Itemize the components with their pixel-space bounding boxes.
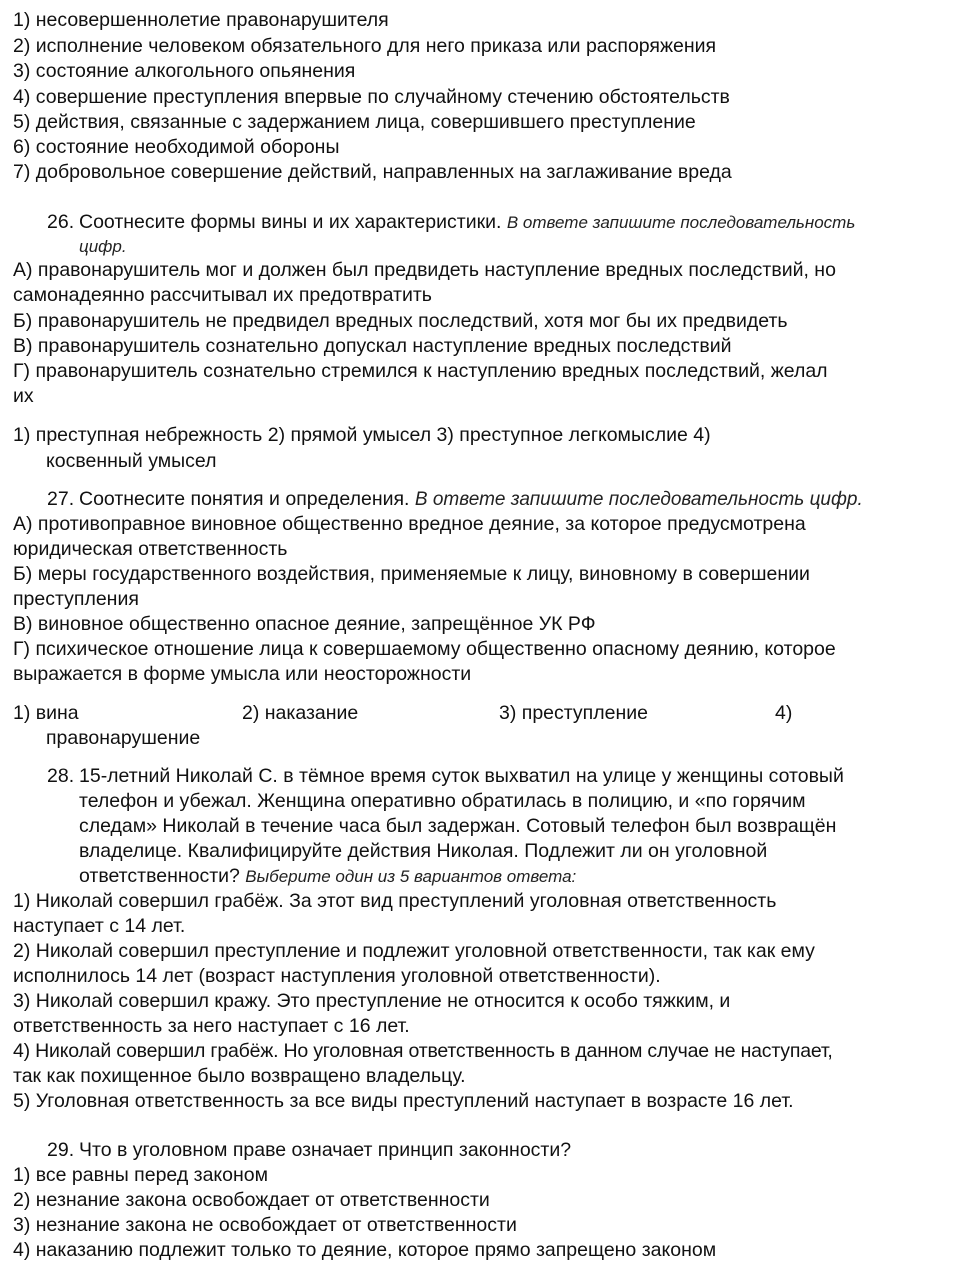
question-instruction: цифр. [79,237,127,256]
match-item: юридическая ответственность [13,538,288,560]
question-text: телефон и убежал. Женщина оперативно обратилась в полицию, и «по горячим [79,790,806,812]
question-text: Соотнесите понятия и определения. [79,488,410,510]
list-item: 3) состояние алкогольного опьянения [13,60,356,82]
answer-option: 2) Николай совершил преступление и подлежит уголовной ответственности, так как ему [13,940,815,962]
question-text: владелице. Квалифицируйте действия Николая. Подлежит ли он уголовной [79,840,768,862]
answer-option: 2) наказание [242,702,359,724]
answer-option: 4) наказанию подлежит только то деяние, которое прямо запрещено законом [13,1239,717,1261]
question-text: 15-летний Николай С. в тёмное время суток выхватил на улице у женщины сотовый [79,765,844,787]
list-item: 6) состояние необходимой обороны [13,136,340,158]
question-number: 26. [47,211,75,233]
match-item: преступления [13,588,139,610]
list-item: 1) несовершеннолетие правонарушителя [13,9,389,31]
question-number: 28. [47,765,75,787]
question-text: Соотнесите формы вины и их характеристики. [79,211,502,233]
match-item: В) правонарушитель сознательно допускал наступление вредных последствий [13,335,732,357]
list-item: 2) исполнение человеком обязательного для него приказа или распоряжения [13,35,717,57]
answer-option: наступает с 14 лет. [13,915,186,937]
list-item: 7) добровольное совершение действий, направленных на заглаживание вреда [13,161,732,183]
match-item: В) виновное общественно опасное деяние, запрещённое УК РФ [13,613,596,635]
answer-option: так как похищенное было возвращено владельцу. [13,1065,466,1087]
match-item: выражается в форме умысла или неосторожности [13,663,472,685]
question-27-heading [47,487,960,512]
question-instruction: Выберите один из 5 вариантов ответа: [245,867,577,886]
question-text: Что в уголовном праве означает принцип законности? [79,1139,572,1161]
list-item: 5) действия, связанные с задержанием лица, совершившего преступление [13,111,696,133]
match-item: А) противоправное виновное общественно вредное деяние, за которое предусмотрена [13,513,806,535]
answer-option: 1) вина [13,702,79,724]
question-29-heading [47,1138,960,1163]
question-text: следам» Николай в течение часа был задержан. Сотовый телефон был возвращён [79,815,837,837]
answer-options: косвенный умысел [46,450,217,472]
match-item: Г) психическое отношение лица к совершаемому общественно опасному деянию, которое [13,638,836,660]
question-instruction: В ответе запишите последовательность [506,213,856,232]
question-number: 29. [47,1139,75,1161]
match-item: Б) правонарушитель не предвидел вредных последствий, хотя мог бы их предвидеть [13,310,788,332]
answer-option: 1) Николай совершил грабёж. За этот вид преступлений уголовная ответственность [13,890,777,912]
answer-option: 3) Николай совершил кражу. Это преступление не относится к особо тяжким, и [13,990,731,1012]
question-instruction: В ответе запишите последовательность цифр. [414,489,863,510]
answer-option: 3) преступление [499,702,648,724]
answer-option: исполнилось 14 лет (возраст наступления уголовной ответственности). [13,965,661,987]
answer-option: 1) все равны перед законом [13,1164,269,1186]
answer-option: 4) [775,702,793,724]
match-item: Г) правонарушитель сознательно стремился к наступлению вредных последствий, желал [13,360,828,382]
answer-option: 3) незнание закона не освобождает от ответственности [13,1214,517,1236]
question-26-heading [47,210,960,235]
answer-option: правонарушение [46,727,201,749]
answer-option: 4) Николай совершил грабёж. Но уголовная ответственность в данном случае не наступает, [13,1040,833,1062]
answer-option: ответственность за него наступает с 16 лет. [13,1015,410,1037]
match-item: А) правонарушитель мог и должен был предвидеть наступление вредных последствий, но [13,259,836,281]
list-item: 4) совершение преступления впервые по случайному стечению обстоятельств [13,86,730,108]
answer-option: 2) незнание закона освобождает от ответственности [13,1189,490,1211]
question-text: ответственности? [79,865,240,887]
question-28-heading [47,764,960,789]
match-item: Б) меры государственного воздействия, применяемые к лицу, виновному в совершении [13,563,810,585]
match-item: самонадеянно рассчитывал их предотвратить [13,284,432,306]
match-item: их [13,385,34,407]
question-number: 27. [47,488,75,510]
answer-options: 1) преступная небрежность 2) прямой умысел 3) преступное легкомыслие 4) [13,424,711,446]
answer-option: 5) Уголовная ответственность за все виды преступлений наступает в возрасте 16 лет. [13,1090,794,1112]
